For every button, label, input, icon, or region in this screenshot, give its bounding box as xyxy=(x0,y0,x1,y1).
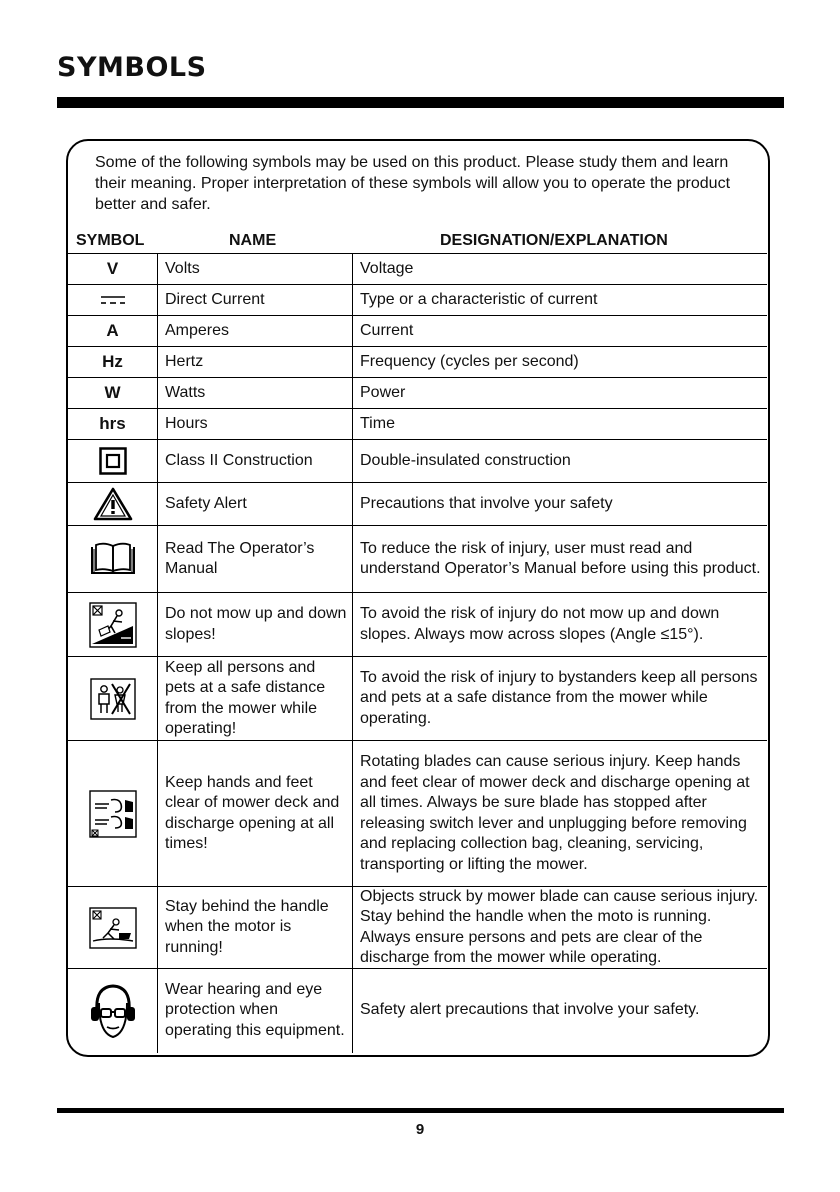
table-row xyxy=(68,347,767,377)
direct-current-icon xyxy=(100,294,126,306)
header-designation: DESIGNATION/EXPLANATION xyxy=(440,232,668,249)
table-row xyxy=(68,378,767,408)
symbol-cell xyxy=(68,483,157,525)
table-row xyxy=(68,593,767,656)
table-row xyxy=(68,285,767,315)
table-row xyxy=(68,409,767,439)
table-row xyxy=(68,887,767,968)
symbol-cell: A xyxy=(106,321,119,340)
designation-cell: To reduce the risk of injury, user must read and understand Operator’s Manual before using this product. xyxy=(360,539,761,577)
name-cell: Stay behind the handle when the motor is running! xyxy=(165,897,329,956)
designation-cell: To avoid the risk of injury do not mow up and down slopes. Always mow across slopes (Angle ≤15°). xyxy=(360,605,720,643)
designation-cell: Objects struck by mower blade can cause serious injury. Stay behind the handle when the moto is running. Always ensure persons and pets are clear of the discharge from the mower while operating. xyxy=(360,887,759,966)
symbol-cell xyxy=(68,741,157,886)
name-cell: Do not mow up and down slopes! xyxy=(165,605,347,643)
intro-text: Some of the following symbols may be used on this product. Please study them and learn their meaning. Proper interpretation of these symbols will allow you to operate the product better and safer. xyxy=(95,154,731,213)
name-cell: Volts xyxy=(165,259,200,277)
symbol-cell xyxy=(68,969,157,1052)
page-title: SYMBOLS xyxy=(57,52,207,83)
symbol-cell xyxy=(68,593,157,656)
designation-cell: Precautions that involve your safety xyxy=(360,494,613,512)
header-name: NAME xyxy=(229,232,277,249)
header-symbol: SYMBOL xyxy=(76,232,145,249)
designation-cell: Double-insulated construction xyxy=(360,451,571,469)
designation-cell: Frequency (cycles per second) xyxy=(360,352,579,370)
name-cell: Read The Operator’s Manual xyxy=(165,539,315,577)
table-row xyxy=(68,254,767,284)
safety-alert-icon xyxy=(93,487,133,521)
symbol-cell xyxy=(68,285,157,315)
symbol-cell: V xyxy=(106,259,119,278)
double-insulation-icon xyxy=(99,447,127,475)
table-row xyxy=(68,483,767,525)
designation-cell: Current xyxy=(360,321,414,339)
table-row xyxy=(68,741,767,886)
symbol-cell: Hz xyxy=(102,352,123,371)
name-cell: Hertz xyxy=(165,352,204,370)
name-cell: Wear hearing and eye protection when operating this equipment. xyxy=(165,980,345,1039)
footer-rule xyxy=(57,1108,784,1113)
table-row xyxy=(68,657,767,740)
operators-manual-icon xyxy=(89,541,137,577)
symbol-cell xyxy=(68,440,157,482)
table-row xyxy=(68,526,767,592)
designation-cell: Power xyxy=(360,383,406,401)
designation-cell: Rotating blades can cause serious injury. Keep hands and feet clear of mower deck and discharge opening at all times. Always be sure blade has stopped after releasing switch lever and unplugging before removing and replacing collection bag, cleaning, servicing, transporting or lifting the mower. xyxy=(360,753,750,873)
page-number: 9 xyxy=(415,1121,425,1138)
name-cell: Keep hands and feet clear of mower deck and discharge opening at all times! xyxy=(165,773,340,852)
name-cell: Class II Construction xyxy=(165,451,313,469)
symbol-cell: W xyxy=(104,383,121,402)
stay-behind-handle-icon xyxy=(89,907,137,949)
hearing-eye-protection-icon xyxy=(87,981,139,1041)
name-cell: Keep all persons and pets at a safe distance from the mower while operating! xyxy=(165,658,326,737)
symbol-cell xyxy=(68,657,157,740)
symbol-cell xyxy=(68,887,157,968)
name-cell: Amperes xyxy=(165,321,230,339)
symbol-cell: hrs xyxy=(99,414,126,433)
name-cell: Watts xyxy=(165,383,206,401)
symbol-cell xyxy=(68,526,157,592)
designation-cell: Safety alert precautions that involve your safety. xyxy=(360,1001,700,1019)
name-cell: Hours xyxy=(165,414,208,432)
designation-cell: Voltage xyxy=(360,259,414,277)
designation-cell: Type or a characteristic of current xyxy=(360,290,598,308)
keep-bystanders-away-icon xyxy=(90,678,136,720)
name-cell: Direct Current xyxy=(165,290,265,308)
table-row xyxy=(68,440,767,482)
designation-cell: To avoid the risk of injury to bystanders keep all persons and pets at a safe distance from the mower while operating. xyxy=(360,668,758,727)
table-row xyxy=(68,316,767,346)
keep-hands-feet-clear-icon xyxy=(89,790,137,838)
name-cell: Safety Alert xyxy=(165,494,247,512)
designation-cell: Time xyxy=(360,414,395,432)
table-row xyxy=(68,969,767,1052)
no-slope-mowing-icon xyxy=(89,602,137,648)
